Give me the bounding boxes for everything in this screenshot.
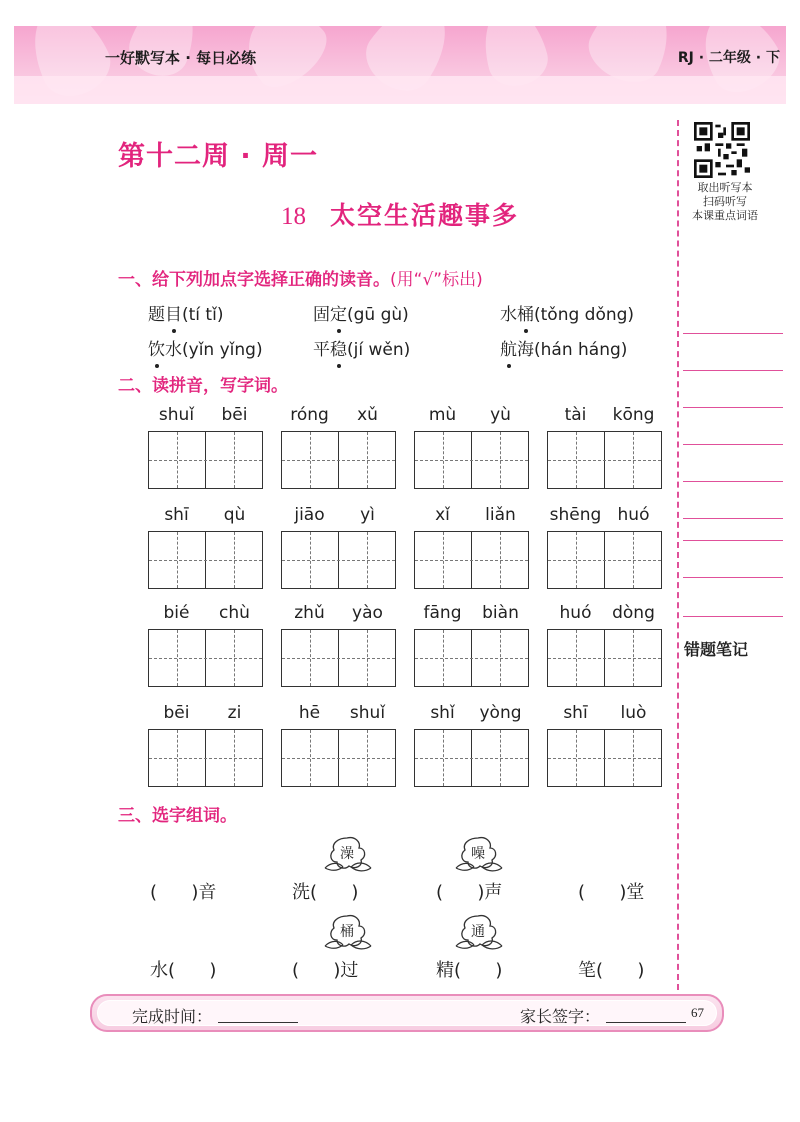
parent-signature-field[interactable] bbox=[606, 1022, 686, 1023]
char: 水 bbox=[500, 305, 517, 325]
writing-box[interactable] bbox=[414, 629, 529, 687]
fill-phrase[interactable]: 水( ) bbox=[150, 960, 217, 981]
pinyin-choice-item[interactable] bbox=[500, 335, 627, 360]
pinyin-syllable: luò bbox=[620, 703, 647, 723]
section-2-heading: 二、读拼音，写字词。 bbox=[118, 376, 288, 396]
series-title: 一好默写本 · 每日必练 bbox=[105, 49, 257, 67]
note-line bbox=[683, 616, 783, 617]
section-1-heading bbox=[118, 265, 483, 290]
fill-phrase[interactable]: ( )过 bbox=[292, 960, 359, 981]
section-title: 一、给下列加点字选择正确的读音。 bbox=[118, 270, 390, 290]
pinyin-syllable: yì bbox=[360, 505, 375, 525]
char: 海 bbox=[517, 340, 534, 360]
pinyin-label bbox=[414, 505, 529, 527]
pinyin-syllable: dòng bbox=[612, 603, 655, 623]
qr-code-icon[interactable] bbox=[694, 122, 750, 178]
pinyin-options: (yǐn yǐng) bbox=[182, 340, 263, 360]
pinyin-choice-item[interactable] bbox=[148, 335, 263, 360]
fill-phrase[interactable]: ( )音 bbox=[150, 882, 217, 903]
pinyin-syllable: shuǐ bbox=[349, 703, 386, 723]
pinyin-options: (tǒng dǒng) bbox=[534, 305, 635, 325]
note-line bbox=[683, 481, 783, 482]
pinyin-syllable: yào bbox=[352, 603, 383, 623]
lesson-number: 18 bbox=[280, 203, 306, 230]
pinyin-syllable: shī bbox=[563, 703, 588, 723]
option-char: 噪 bbox=[471, 846, 485, 862]
note-line bbox=[683, 370, 783, 371]
pinyin-syllable: yòng bbox=[479, 703, 522, 723]
fill-phrase[interactable]: 笔( ) bbox=[578, 960, 645, 981]
error-notes-label: 错题笔记 bbox=[684, 640, 749, 659]
qr-caption-line: 扫码听写 bbox=[703, 195, 747, 208]
pinyin-syllable: jiāo bbox=[294, 505, 325, 525]
pinyin-label bbox=[281, 703, 396, 725]
pinyin-syllable: huó bbox=[617, 505, 650, 525]
section-3-heading: 三、选字组词。 bbox=[118, 806, 237, 826]
pinyin-label bbox=[547, 703, 662, 725]
dotted-char: 稳 bbox=[330, 340, 347, 360]
pinyin-choice-item[interactable] bbox=[313, 300, 409, 325]
pinyin-label bbox=[148, 405, 263, 427]
writing-box[interactable] bbox=[547, 729, 662, 787]
pinyin-label bbox=[281, 603, 396, 625]
pinyin-label bbox=[414, 405, 529, 427]
writing-box[interactable] bbox=[281, 629, 396, 687]
lesson-name: 太空生活趣事多 bbox=[329, 201, 519, 230]
pinyin-choice-item[interactable] bbox=[148, 300, 223, 325]
pinyin-label bbox=[547, 603, 662, 625]
pinyin-options: (tí tǐ) bbox=[182, 305, 224, 325]
writing-box[interactable] bbox=[281, 729, 396, 787]
pinyin-label bbox=[281, 505, 396, 527]
writing-box[interactable] bbox=[148, 431, 263, 489]
dotted-char: 定 bbox=[330, 305, 347, 325]
option-char: 通 bbox=[471, 924, 485, 940]
pinyin-syllable: hē bbox=[298, 703, 321, 723]
pinyin-syllable: róng bbox=[290, 405, 329, 425]
week-title: 第十二周 · 周一 bbox=[118, 141, 319, 172]
flower-char-option bbox=[452, 912, 504, 952]
pinyin-options: (jí wěn) bbox=[347, 340, 411, 360]
pinyin-label bbox=[414, 703, 529, 725]
fill-phrase[interactable]: ( )堂 bbox=[578, 882, 645, 903]
writing-box[interactable] bbox=[414, 431, 529, 489]
pinyin-syllable: bēi bbox=[221, 405, 248, 425]
pinyin-syllable: chù bbox=[219, 603, 250, 623]
note-line bbox=[683, 577, 783, 578]
note-line bbox=[683, 407, 783, 408]
page-number: 67 bbox=[691, 1005, 704, 1020]
dotted-char: 航 bbox=[500, 340, 517, 360]
pinyin-syllable: shēng bbox=[549, 505, 602, 525]
pinyin-syllable: fāng bbox=[423, 603, 462, 623]
pinyin-label bbox=[414, 603, 529, 625]
pinyin-syllable: xǐ bbox=[435, 505, 450, 525]
fill-phrase[interactable]: 精( ) bbox=[436, 960, 503, 981]
note-line bbox=[683, 540, 783, 541]
pinyin-options: (gū gù) bbox=[347, 305, 409, 325]
flower-char-option bbox=[321, 912, 373, 952]
pinyin-syllable: kōng bbox=[612, 405, 655, 425]
qr-caption-line: 取出听写本 bbox=[697, 181, 753, 194]
char: 水 bbox=[165, 340, 182, 360]
dotted-char: 饮 bbox=[148, 340, 165, 360]
option-char: 桶 bbox=[340, 924, 354, 940]
pinyin-choice-item[interactable] bbox=[500, 300, 634, 325]
char: 固 bbox=[313, 305, 330, 325]
pinyin-label bbox=[547, 405, 662, 427]
writing-box[interactable] bbox=[414, 531, 529, 589]
pinyin-syllable: tài bbox=[564, 405, 587, 425]
pinyin-syllable: zi bbox=[227, 703, 242, 723]
pinyin-syllable: bēi bbox=[163, 703, 190, 723]
pinyin-syllable: yù bbox=[490, 405, 511, 425]
pinyin-syllable: qù bbox=[223, 505, 246, 525]
dotted-char: 目 bbox=[165, 305, 182, 325]
note-line bbox=[683, 444, 783, 445]
writing-box[interactable] bbox=[148, 531, 263, 589]
pinyin-label bbox=[148, 603, 263, 625]
pinyin-syllable: mù bbox=[428, 405, 457, 425]
pinyin-label bbox=[148, 505, 263, 527]
section-note: (用“√”标出) bbox=[390, 270, 483, 290]
fill-phrase[interactable]: ( )声 bbox=[436, 882, 503, 903]
pinyin-syllable: biàn bbox=[482, 603, 519, 623]
pinyin-label bbox=[281, 405, 396, 427]
writing-box[interactable] bbox=[281, 431, 396, 489]
pinyin-choice-item[interactable] bbox=[313, 335, 410, 360]
qr-caption-line: 本课重点词语 bbox=[692, 209, 758, 222]
flower-char-option bbox=[452, 834, 504, 874]
completion-time-field[interactable] bbox=[218, 1022, 298, 1023]
pinyin-syllable: huó bbox=[559, 603, 592, 623]
writing-box[interactable] bbox=[547, 629, 662, 687]
dotted-char: 桶 bbox=[517, 305, 534, 325]
pinyin-syllable: shuǐ bbox=[158, 405, 195, 425]
char: 题 bbox=[148, 305, 165, 325]
pinyin-syllable: zhǔ bbox=[294, 603, 325, 623]
pinyin-syllable: shī bbox=[164, 505, 189, 525]
side-divider bbox=[677, 120, 679, 990]
writing-box[interactable] bbox=[148, 629, 263, 687]
grade-label: RJ · 二年级 · 下 bbox=[677, 50, 780, 66]
completion-time-label: 完成时间： bbox=[132, 1007, 213, 1026]
parent-signature-label: 家长签字： bbox=[520, 1007, 601, 1026]
writing-box[interactable] bbox=[148, 729, 263, 787]
pinyin-options: (hán háng) bbox=[534, 340, 628, 360]
pinyin-syllable: bié bbox=[163, 603, 190, 623]
writing-box[interactable] bbox=[547, 531, 662, 589]
pinyin-syllable: shǐ bbox=[430, 703, 455, 723]
note-line bbox=[683, 333, 783, 334]
pinyin-label bbox=[148, 703, 263, 725]
pinyin-label bbox=[547, 505, 662, 527]
option-char: 澡 bbox=[340, 846, 354, 862]
writing-box[interactable] bbox=[414, 729, 529, 787]
fill-phrase[interactable]: 洗( ) bbox=[292, 882, 359, 903]
flower-char-option bbox=[321, 834, 373, 874]
lesson-title bbox=[0, 196, 800, 232]
pinyin-syllable: xǔ bbox=[357, 405, 378, 425]
pinyin-syllable: liǎn bbox=[485, 505, 516, 525]
note-line bbox=[683, 518, 783, 519]
writing-box[interactable] bbox=[547, 431, 662, 489]
char: 平 bbox=[313, 340, 330, 360]
writing-box[interactable] bbox=[281, 531, 396, 589]
